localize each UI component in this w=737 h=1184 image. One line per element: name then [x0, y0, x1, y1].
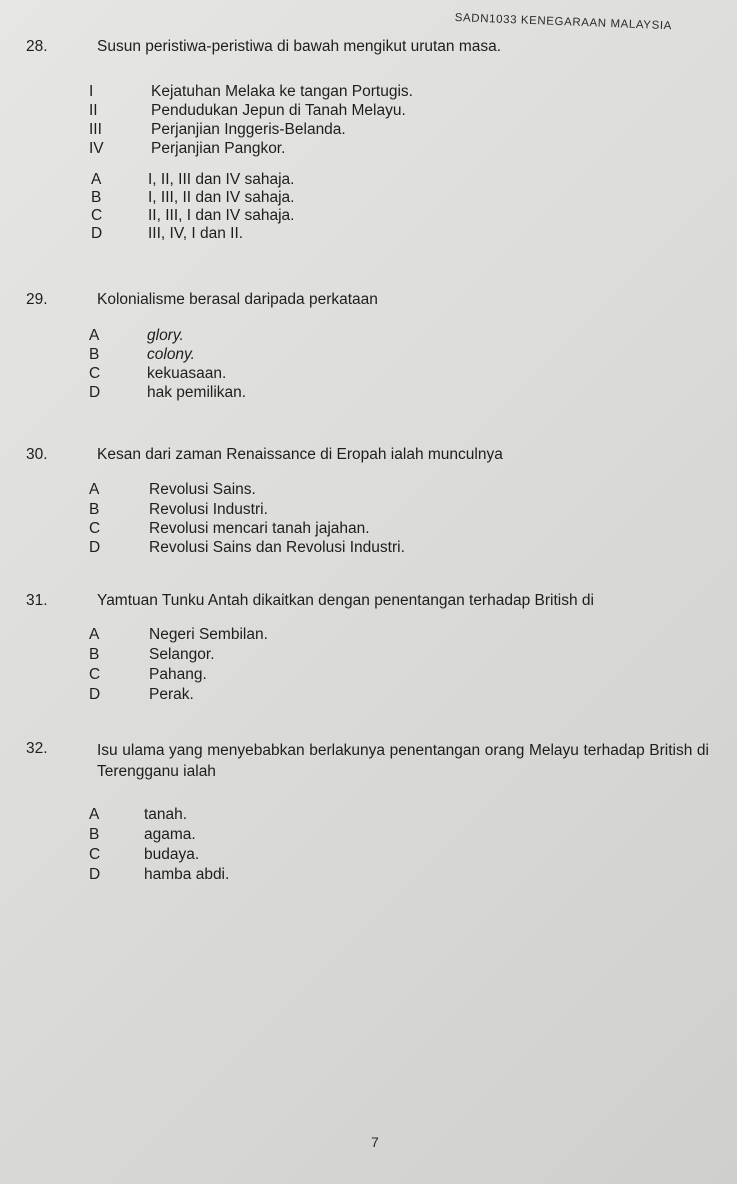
option-text: III, IV, I dan II.: [148, 225, 244, 242]
option-text: II, III, I dan IV sahaja.: [148, 207, 295, 224]
option-letter: A: [89, 327, 100, 344]
question-text: Kesan dari zaman Renaissance di Eropah ialah munculnya: [97, 446, 503, 463]
option-text: agama.: [144, 826, 196, 843]
option-letter: A: [89, 806, 100, 823]
option-letter: C: [89, 846, 101, 863]
option-letter: C: [89, 365, 101, 382]
option-text: Selangor.: [149, 646, 215, 663]
option-letter: B: [89, 501, 100, 518]
option-letter: D: [89, 866, 101, 883]
statement-label: III: [89, 121, 102, 138]
question-number: 32.: [26, 740, 48, 757]
statement-text: Pendudukan Jepun di Tanah Melayu.: [151, 102, 406, 119]
option-text: kekuasaan.: [147, 365, 227, 382]
option-letter: A: [89, 626, 100, 643]
document-header: SADN1033 KENEGARAAN MALAYSIA: [454, 12, 673, 33]
option-text: budaya.: [144, 846, 200, 863]
question-text: Isu ulama yang menyebabkan berlakunya penentangan orang Melayu terhadap British di Terengganu ialah: [97, 742, 709, 780]
option-letter: B: [89, 346, 100, 363]
option-letter: D: [89, 539, 101, 556]
option-text: Revolusi mencari tanah jajahan.: [149, 520, 370, 537]
statement-label: I: [89, 83, 94, 100]
option-letter: A: [91, 171, 102, 188]
question-text: Yamtuan Tunku Antah dikaitkan dengan penentangan terhadap British di: [97, 592, 594, 609]
statement-text: Perjanjian Pangkor.: [151, 140, 286, 157]
option-letter: A: [89, 481, 100, 498]
option-text: Negeri Sembilan.: [149, 626, 268, 643]
option-text: tanah.: [144, 806, 188, 823]
statement-label: II: [89, 102, 98, 119]
option-letter: C: [91, 207, 103, 224]
page-number: 7: [371, 1134, 379, 1150]
option-text: hamba abdi.: [144, 866, 230, 883]
option-text: hak pemilikan.: [147, 384, 247, 401]
option-letter: B: [91, 189, 102, 206]
option-text: I, III, II dan IV sahaja.: [148, 189, 295, 206]
option-text: Revolusi Industri.: [149, 501, 268, 518]
statement-text: Kejatuhan Melaka ke tangan Portugis.: [151, 83, 413, 100]
option-letter: B: [89, 826, 100, 843]
question-number: 29.: [26, 291, 48, 308]
option-text: Revolusi Sains dan Revolusi Industri.: [149, 539, 405, 556]
question-number: 30.: [26, 446, 48, 463]
option-text: glory.: [147, 327, 184, 344]
question-number: 31.: [26, 592, 48, 609]
option-letter: D: [89, 384, 101, 401]
question-number: 28.: [26, 38, 48, 55]
statement-text: Perjanjian Inggeris-Belanda.: [151, 121, 346, 138]
option-text: Revolusi Sains.: [149, 481, 256, 498]
option-text: colony.: [147, 346, 195, 363]
option-letter: D: [89, 686, 101, 703]
option-text: I, II, III dan IV sahaja.: [148, 171, 295, 188]
option-text: Pahang.: [149, 666, 207, 683]
option-letter: D: [91, 225, 103, 242]
option-text: Perak.: [149, 686, 194, 703]
option-letter: B: [89, 646, 100, 663]
question-text: Susun peristiwa-peristiwa di bawah mengikut urutan masa.: [97, 38, 502, 55]
question-text: Kolonialisme berasal daripada perkataan: [97, 291, 378, 308]
statement-label: IV: [89, 140, 104, 157]
option-letter: C: [89, 666, 101, 683]
option-letter: C: [89, 520, 101, 537]
